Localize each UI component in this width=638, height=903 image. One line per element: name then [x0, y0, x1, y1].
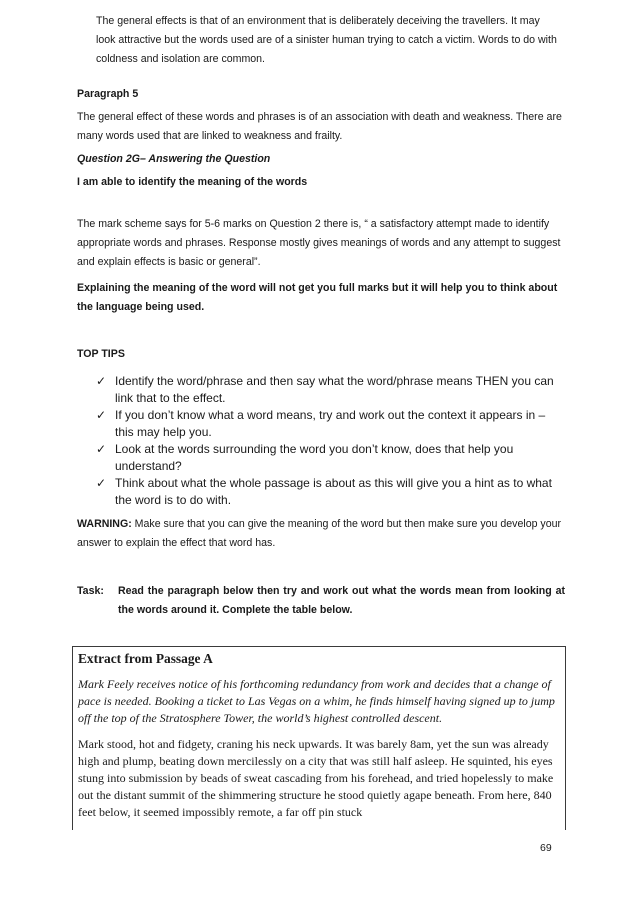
extract-title: Extract from Passage A — [78, 651, 213, 666]
tip-text: Think about what the whole passage is about as this will give you a hint as to what the word is to do with. — [115, 476, 552, 507]
task-paragraph — [77, 582, 565, 620]
top-tips-heading: TOP TIPS — [77, 348, 125, 360]
intro-paragraph: The general effects is that of an environment that is deliberately deceiving the travellers. It may look attractive but the words used are of a sinister human trying to catch a victim. Words to do with coldness and isolation are common. — [96, 15, 557, 65]
check-icon: ✓ — [96, 442, 107, 456]
page-number: 69 — [540, 842, 552, 854]
paragraph5-heading: Paragraph 5 — [77, 88, 139, 100]
task-label: Task: — [77, 585, 104, 597]
tip-item — [96, 373, 566, 407]
extract-body: Mark stood, hot and fidgety, craning his neck upwards. It was barely 8am, yet the sun was already high and plump, beating down mercilessly on a city that was still half asleep. He squinted, his eyes stung into submission by beads of sweat cascading from his forehead, and tried hopelessly to make out the distant summit of the shimmering structure he stood quietly agape beneath. From here, 840 feet below, it seemed impossibly remote, a far off pin stuck — [78, 737, 554, 819]
warning-label: WARNING: — [77, 518, 132, 530]
mark-scheme-text: The mark scheme says for 5-6 marks on Question 2 there is, “ a satisfactory attempt made to identify appropriate words and phrases. Response mostly gives meanings of words and any attempt to suggest and explain effects is basic or general”. — [77, 218, 561, 268]
tip-item — [96, 441, 566, 475]
tip-item — [96, 475, 566, 509]
check-icon: ✓ — [96, 476, 107, 490]
question-subheading: I am able to identify the meaning of the words — [77, 176, 308, 188]
explaining-note: Explaining the meaning of the word will not get you full marks but it will help you to think about the language being used. — [77, 282, 558, 313]
extract-intro: Mark Feely receives notice of his forthcoming redundancy from work and decides that a change of pace is needed. Booking a ticket to Las Vegas on a whim, he finds himself having signed up to jump off the top of the Stratosphere Tower, the world’s highest controlled descent. — [78, 677, 555, 725]
check-icon: ✓ — [96, 408, 107, 422]
paragraph5-text: The general effect of these words and phrases is of an association with death and weakness. There are many words used that are linked to weakness and frailty. — [77, 111, 562, 142]
top-tips-list — [96, 373, 566, 509]
question-heading: Question 2G– Answering the Question — [77, 153, 271, 165]
warning-paragraph — [77, 515, 565, 553]
extract-box — [72, 646, 566, 830]
warning-text: Make sure that you can give the meaning of the word but then make sure you develop your answer to explain the effect that word has. — [77, 518, 562, 549]
task-text: Read the paragraph below then try and work out what the words mean from looking at the words around it. Complete the table below. — [118, 585, 565, 616]
tip-item — [96, 407, 566, 441]
tip-text: If you don’t know what a word means, try and work out the context it appears in – this may help you. — [115, 408, 546, 439]
check-icon: ✓ — [96, 374, 107, 388]
tip-text: Look at the words surrounding the word you don’t know, does that help you understand? — [115, 442, 514, 473]
tip-text: Identify the word/phrase and then say what the word/phrase means THEN you can link that to the effect. — [115, 374, 554, 405]
